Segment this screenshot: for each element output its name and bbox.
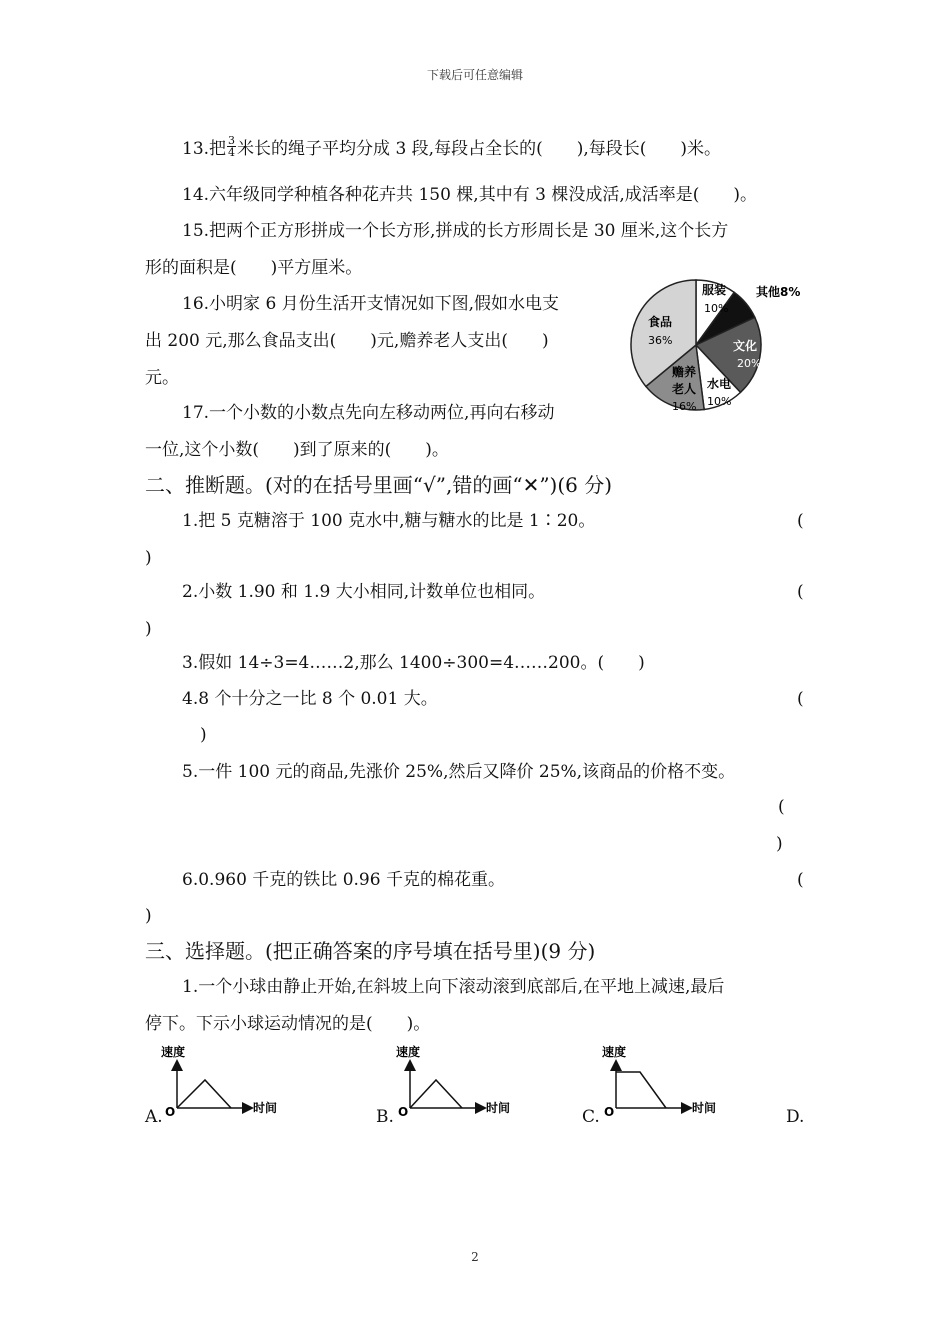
speed-line	[616, 1072, 666, 1108]
expense-pie-chart	[626, 270, 816, 420]
y-axis-label: 速度	[396, 1045, 421, 1059]
question-15-line-2: 形的面积是( )平方厘米。	[145, 258, 363, 278]
option-a-label: A.	[145, 1107, 163, 1127]
question-14: 14.六年级同学种植各种花卉共 150 棵,其中有 3 棵没成活,成活率是( )。	[182, 185, 757, 205]
page-header: 下载后可任意编辑	[426, 68, 523, 82]
judge-item-1-close-paren: )	[145, 548, 152, 568]
question-13	[182, 134, 722, 161]
question-15-line-1: 15.把两个正方形拼成一个长方形,拼成的长方形周长是 30 厘米,这个长方	[182, 221, 729, 241]
judge-item-6: 6.0.960 千克的铁比 0.96 千克的棉花重。	[182, 870, 505, 890]
option-b-graph	[388, 1040, 528, 1120]
q13-fraction-denominator: 4	[228, 146, 236, 159]
judge-item-2: 2.小数 1.90 和 1.9 大小相同,计数单位也相同。	[182, 582, 546, 602]
origin-label: O	[398, 1105, 409, 1119]
option-c-graph	[594, 1040, 734, 1120]
q13-fraction	[227, 135, 236, 158]
pie-label-shipin-pct: 36%	[648, 334, 673, 347]
pie-label-shuidian-pct: 10%	[707, 395, 732, 408]
q13-suffix: 米长的绳子平均分成 3 段,每段占全长的( ),每段长( )米。	[237, 139, 722, 159]
pie-label-wenhua-pct: 20%	[737, 357, 762, 370]
pie-label-qita: 其他8%	[756, 285, 801, 299]
origin-label: O	[604, 1105, 615, 1119]
judge-item-6-close-paren: )	[145, 906, 152, 926]
option-a-graph	[155, 1040, 295, 1120]
pie-label-fuzhuang: 服装	[702, 283, 727, 297]
judge-item-4-close-paren: )	[200, 725, 207, 745]
y-axis-label: 速度	[602, 1045, 627, 1059]
option-c-label: C.	[582, 1107, 600, 1127]
judge-item-4-open-paren: (	[797, 689, 804, 709]
pie-label-wenhua: 文化	[733, 339, 758, 353]
judge-item-2-open-paren: (	[797, 582, 804, 602]
choice-q1-line-1: 1.一个小球由静止开始,在斜坡上向下滚动滚到底部后,在平地上减速,最后	[182, 977, 725, 997]
page-number: 2	[471, 1250, 479, 1264]
option-b-label: B.	[376, 1107, 394, 1127]
section-3-title: 三、选择题。(把正确答案的序号填在括号里)(9 分)	[145, 939, 596, 963]
judge-item-3: 3.假如 14÷3=4……2,那么 1400÷300=4……200。( )	[182, 653, 645, 673]
section-2-title: 二、推断题。(对的在括号里画“√”,错的画“✕”)(6 分)	[145, 473, 613, 497]
x-axis-label: 时间	[253, 1101, 278, 1115]
q13-prefix: 13.把	[182, 139, 227, 159]
pie-label-shipin: 食品	[648, 315, 673, 329]
judge-item-4: 4.8 个十分之一比 8 个 0.01 大。	[182, 689, 438, 709]
origin-label: O	[165, 1105, 176, 1119]
x-axis-label: 时间	[486, 1101, 511, 1115]
y-axis-label: 速度	[161, 1045, 186, 1059]
judge-item-5-open-paren: (	[778, 797, 785, 817]
question-16-line-2: 出 200 元,那么食品支出( )元,赡养老人支出( )	[145, 331, 549, 351]
pie-label-shanyang-2: 老人	[672, 382, 697, 396]
question-17-line-2: 一位,这个小数( )到了原来的( )。	[145, 440, 449, 460]
pie-label-shuidian: 水电	[707, 377, 732, 391]
choice-q1-line-2: 停下。下示小球运动情况的是( )。	[145, 1014, 431, 1034]
judge-item-6-open-paren: (	[797, 870, 804, 890]
question-17-line-1: 17.一个小数的小数点先向左移动两位,再向右移动	[182, 403, 555, 423]
judge-item-2-close-paren: )	[145, 619, 152, 639]
judge-item-1-open-paren: (	[797, 511, 804, 531]
question-16-line-3: 元。	[145, 368, 179, 388]
question-16-line-1: 16.小明家 6 月份生活开支情况如下图,假如水电支	[182, 294, 560, 314]
pie-label-shanyang-1: 赡养	[672, 365, 697, 379]
judge-item-5: 5.一件 100 元的商品,先涨价 25%,然后又降价 25%,该商品的价格不变。	[182, 762, 736, 782]
judge-item-1: 1.把 5 克糖溶于 100 克水中,糖与糖水的比是 1∶20。	[182, 511, 596, 531]
pie-label-shanyang-pct: 16%	[672, 400, 697, 413]
judge-item-5-close-paren: )	[776, 834, 783, 854]
speed-line	[177, 1080, 231, 1108]
pie-label-fuzhuang-pct: 10%	[704, 302, 729, 315]
x-axis-label: 时间	[692, 1101, 717, 1115]
q13-fraction-numerator: 3	[228, 134, 236, 147]
speed-line	[410, 1080, 462, 1108]
option-d-label: D.	[786, 1107, 805, 1127]
